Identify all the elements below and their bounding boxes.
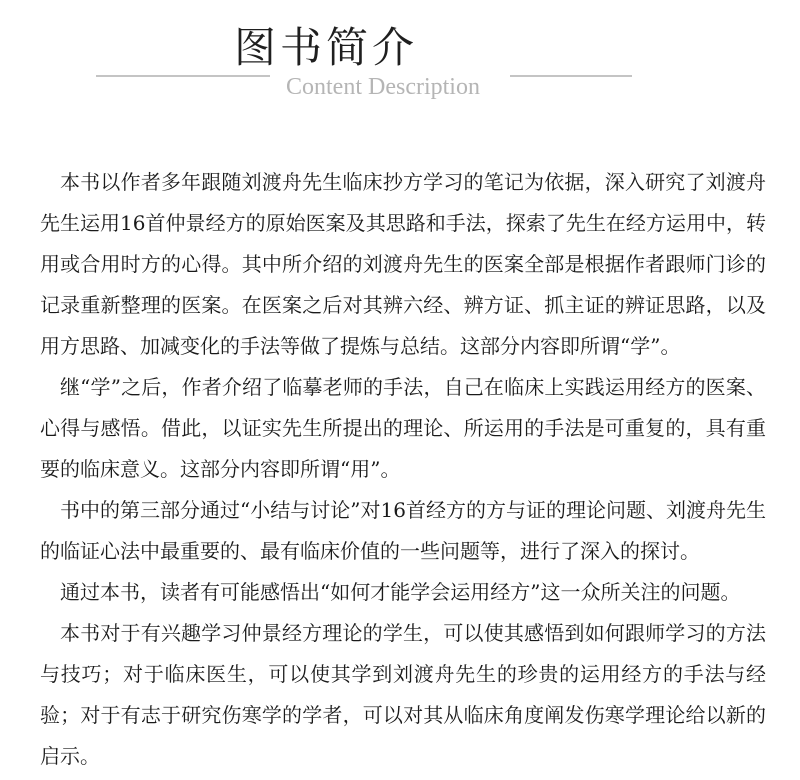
divider-left [96, 75, 270, 77]
paragraph-2: 继“学”之后，作者介绍了临摹老师的手法，自己在临床上实践运用经方的医案、心得与感悟。借此，以证实先生所提出的理论、所运用的手法是可重复的，具有重要的临床意义。这部分内容即所谓“用”。 [40, 375, 766, 481]
section-subtitle: Content Description [286, 74, 480, 100]
description-body [40, 162, 766, 777]
paragraph-5: 本书对于有兴趣学习仲景经方理论的学生，可以使其感悟到如何跟师学习的方法与技巧；对于临床医生，可以使其学到刘渡舟先生的珍贵的运用经方的手法与经验；对于有志于研究伤寒学的学者，可以对其从临床角度阐发伤寒学理论给以新的启示。 [40, 621, 766, 768]
section-header [0, 0, 800, 110]
paragraph-3: 书中的第三部分通过“小结与讨论”对16首经方的方与证的理论问题、刘渡舟先生的临证心法中最重要的、最有临床价值的一些问题等，进行了深入的探讨。 [40, 498, 766, 563]
paragraph-4: 通过本书，读者有可能感悟出“如何才能学会运用经方”这一众所关注的问题。 [60, 580, 741, 604]
section-title: 图书简介 [234, 23, 419, 72]
paragraph-1: 本书以作者多年跟随刘渡舟先生临床抄方学习的笔记为依据，深入研究了刘渡舟先生运用16首仲景经方的原始医案及其思路和手法，探索了先生在经方运用中，转用或合用时方的心得。其中所介绍的刘渡舟先生的医案全部是根据作者跟师门诊的记录重新整理的医案。在医案之后对其辨六经、辨方证、抓主证的辨证思路，以及用方思路、加减变化的手法等做了提炼与总结。这部分内容即所谓“学”。 [40, 170, 766, 358]
divider-right [510, 75, 632, 77]
